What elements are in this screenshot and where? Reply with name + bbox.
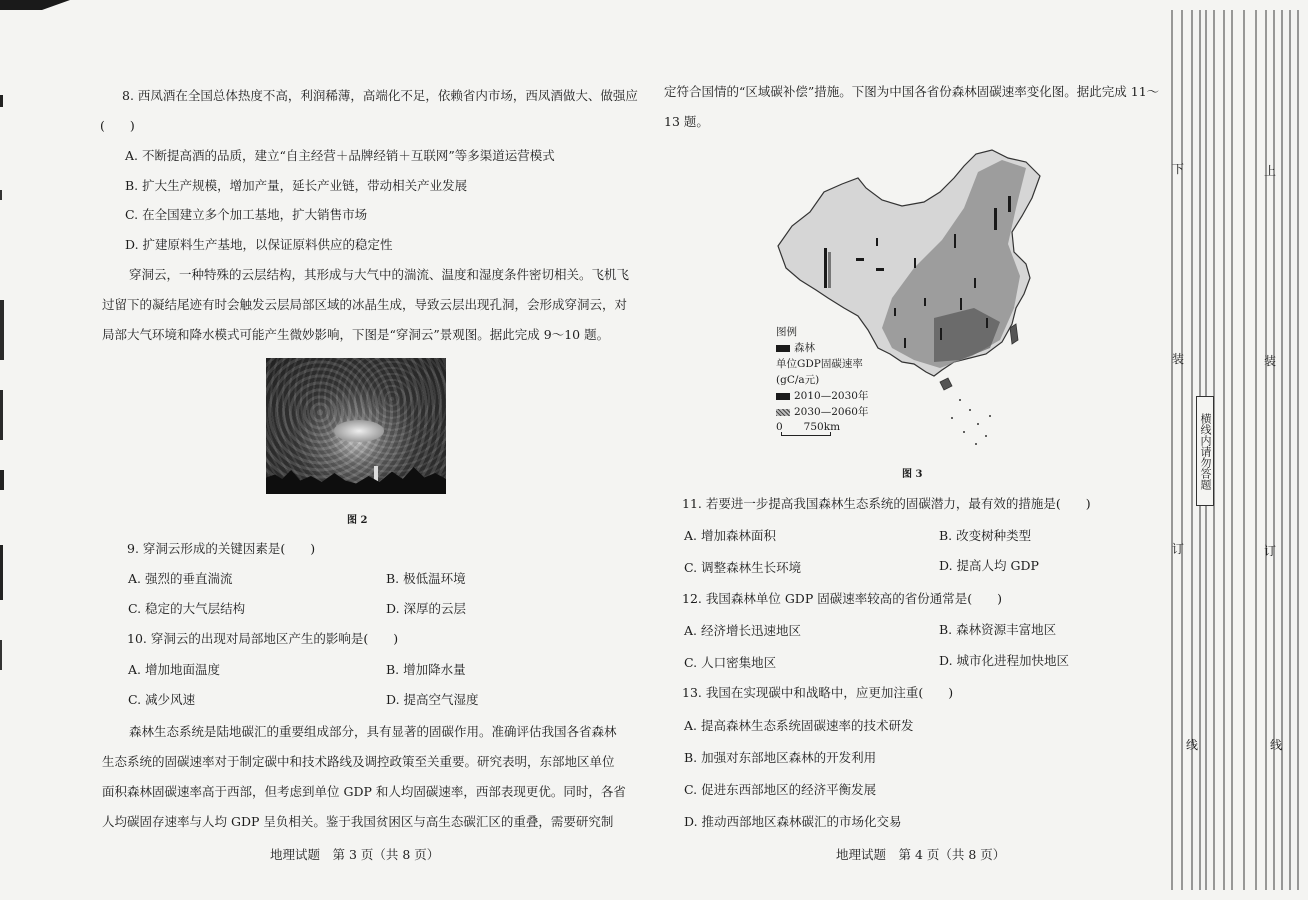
passage-line: 穿洞云，一种特殊的云层结构，其形成与大气中的湍流、温度和湿度条件密切相关。飞机飞 [129, 267, 630, 282]
map-scale-bar [781, 432, 831, 436]
passage-line: 过留下的凝结尾迹有时会触发云层局部区域的冰晶生成，导致云层出现孔洞，会形成穿洞云，对 [102, 297, 628, 312]
passage-line: 定符合国情的“区域碳补偿”措施。下图为中国各省份森林固碳速率变化图。据此完成 11～ [664, 84, 1160, 99]
passage-line: 13 题。 [664, 114, 709, 129]
binding-line-strip [1166, 0, 1308, 900]
q8-stem: 8. 西凤酒在全国总体热度不高，利润稀薄，高端化不足，依赖省内市场，西凤酒做大、做强应 [122, 88, 638, 103]
q11-stem: 11. 若要进一步提高我国森林生态系统的固碳潜力，最有效的措施是( ) [682, 496, 1091, 511]
forest-swatch [776, 345, 790, 352]
q9-option-d: D. 深厚的云层 [386, 601, 467, 616]
q10-option-b: B. 增加降水量 [386, 662, 466, 677]
legend-rate-label: 单位GDP固碳速率 [776, 358, 863, 370]
q11-option-c: C. 调整森林生长环境 [684, 560, 802, 575]
period2-swatch [776, 409, 790, 416]
binding-label-xian-outer: 线 [1270, 738, 1283, 752]
map-scale-label: 0 750km [776, 421, 841, 433]
q8-option-b: B. 扩大生产规模，增加产量，延长产业链，带动相关产业发展 [125, 178, 468, 193]
figure-2-caption: 图 2 [347, 515, 368, 526]
binding-lines [1172, 10, 1298, 890]
map-legend [776, 324, 868, 420]
q11-option-b: B. 改变树种类型 [939, 528, 1032, 543]
passage-line: 面积森林固碳速率高于西部，但考虑到单位 GDP 和人均固碳速率，西部表现更优。同时，各省 [102, 784, 626, 799]
q13-stem: 13. 我国在实现碳中和战略中，应更加注重( ) [682, 685, 954, 700]
binding-label-zhuang-outer: 装 [1264, 354, 1277, 368]
figure-3-caption: 图 3 [902, 469, 923, 480]
q10-stem: 10. 穿洞云的出现对局部地区产生的影响是( ) [127, 631, 399, 646]
passage-line: 局部大气环境和降水模式可能产生微妙影响，下图是“穿洞云”景观图。据此完成 9～10 题。 [102, 327, 610, 342]
q8-option-c: C. 在全国建立多个加工基地，扩大销售市场 [125, 207, 368, 222]
q13-option-d: D. 推动西部地区森林碳汇的市场化交易 [684, 814, 902, 829]
period1-swatch [776, 393, 790, 400]
taiwan-island [1010, 324, 1018, 344]
q12-option-c: C. 人口密集地区 [684, 655, 777, 670]
cloud-hole [334, 420, 384, 442]
hainan-island [940, 378, 952, 390]
q12-option-a: A. 经济增长迅速地区 [684, 623, 801, 638]
q8-option-d: D. 扩建原料生产基地，以保证原料供应的稳定性 [125, 237, 393, 252]
q9-option-b: B. 极低温环境 [386, 571, 466, 586]
q9-option-a: A. 强烈的垂直湍流 [128, 571, 233, 586]
scan-corner-mark [0, 0, 70, 10]
page-footer-left: 地理试题 第 3 页（共 8 页） [270, 847, 440, 862]
passage-line: 生态系统的固碳速率对于制定碳中和技术路线及调控政策至关重要。研究表明，东部地区单位 [102, 754, 615, 769]
hole-punch-cloud-photo [266, 358, 446, 494]
binding-label-ding-outer: 订 [1264, 544, 1277, 558]
q9-stem: 9. 穿洞云形成的关键因素是( ) [127, 541, 316, 556]
q10-option-d: D. 提高空气湿度 [386, 692, 479, 707]
binding-label-xian-inner: 线 [1186, 738, 1199, 752]
legend-rate-unit: (gC/a元) [776, 374, 820, 386]
passage-line: 森林生态系统是陆地碳汇的重要组成部分，具有显著的固碳作用。准确评估我国各省森林 [129, 724, 617, 739]
binding-label-ding-inner: 订 [1172, 542, 1185, 556]
scan-edge-marks [0, 0, 6, 900]
q12-option-b: B. 森林资源丰富地区 [939, 622, 1057, 637]
binding-label-zhuang-inner: 装 [1172, 352, 1185, 366]
page-footer-right: 地理试题 第 4 页（共 8 页） [836, 847, 1006, 862]
q9-option-c: C. 稳定的大气层结构 [128, 601, 246, 616]
legend-title: 图例 [776, 326, 797, 338]
q10-option-c: C. 减少风速 [128, 692, 196, 707]
q13-option-a: A. 提高森林生态系统固碳速率的技术研发 [684, 718, 914, 733]
binding-label-shang: 上 [1264, 164, 1277, 178]
legend-period2: 2030—2060年 [776, 404, 868, 420]
no-answer-notice: 横线内请勿答题 [1196, 396, 1214, 506]
q12-stem: 12. 我国森林单位 GDP 固碳速率较高的省份通常是( ) [682, 591, 1002, 606]
q8-blank: ( ) [100, 118, 135, 133]
south-china-sea-islands [951, 399, 991, 445]
q12-option-d: D. 城市化进程加快地区 [939, 653, 1070, 668]
legend-forest: 森林 [776, 340, 868, 356]
q11-option-d: D. 提高人均 GDP [939, 558, 1039, 573]
q13-option-b: B. 加强对东部地区森林的开发利用 [684, 750, 877, 765]
passage-line: 人均碳固存速率与人均 GDP 呈负相关。鉴于我国贫困区与高生态碳汇区的重叠，需要研究制 [102, 814, 614, 829]
q13-option-c: C. 促进东西部地区的经济平衡发展 [684, 782, 877, 797]
q10-option-a: A. 增加地面温度 [128, 662, 220, 677]
q11-option-a: A. 增加森林面积 [684, 528, 776, 543]
legend-period1: 2010—2030年 [776, 388, 868, 404]
q8-option-a: A. 不断提高酒的品质，建立“自主经营＋品牌经销＋互联网”等多渠道运营模式 [125, 148, 555, 163]
binding-label-xia: 下 [1172, 162, 1185, 176]
